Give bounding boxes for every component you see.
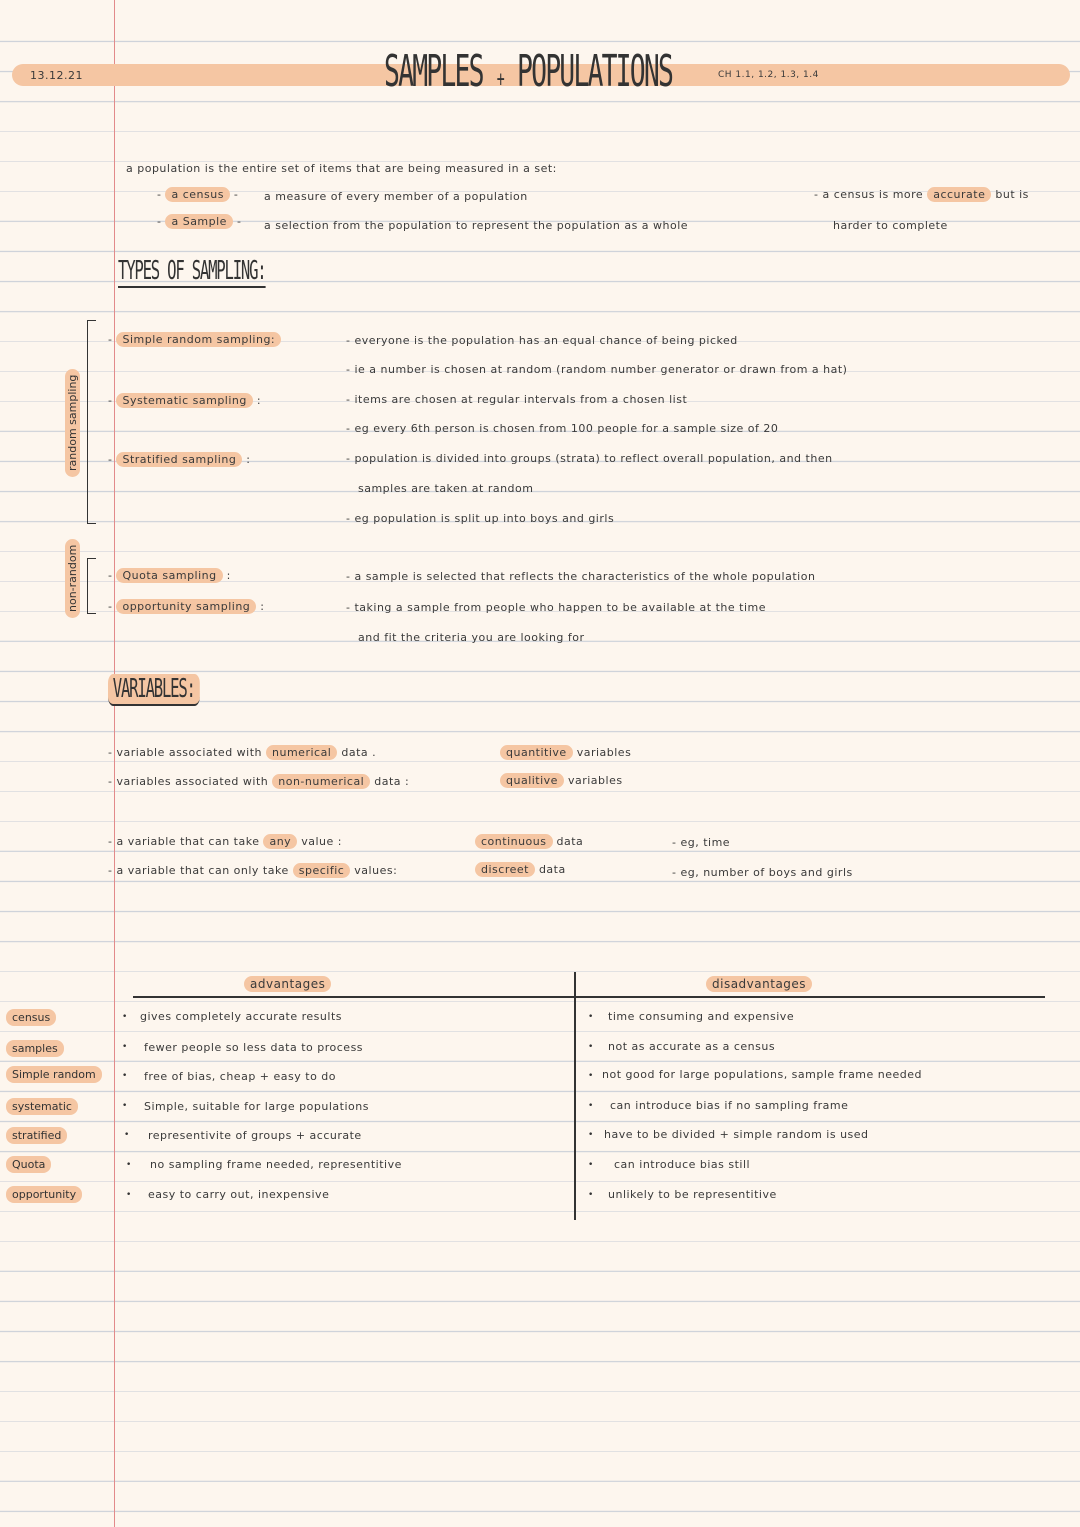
systematic-line-1: - items are chosen at regular intervals from a chosen list xyxy=(346,393,688,406)
systematic-label: - Systematic sampling : xyxy=(108,394,262,407)
census-note: - a census is more accurate but is xyxy=(814,188,1029,201)
bullet: • xyxy=(122,1071,128,1081)
advantage-census: gives completely accurate results xyxy=(140,1010,342,1023)
simple-random-label: - Simple random sampling: xyxy=(108,333,281,346)
bullet: • xyxy=(588,1130,594,1140)
quota-label: - Quota sampling : xyxy=(108,569,231,582)
disadvantage-samples: not as accurate as a census xyxy=(608,1040,776,1053)
disadvantage-simple-random: not good for large populations, sample frame needed xyxy=(602,1068,923,1081)
advantage-samples: fewer people so less data to process xyxy=(144,1041,364,1054)
bullet: • xyxy=(122,1042,128,1052)
opportunity-line-1: - taking a sample from people who happen to be available at the time xyxy=(346,601,766,614)
disadvantage-stratified: have to be divided + simple random is used xyxy=(604,1128,869,1141)
continuous-example: - eg, time xyxy=(672,836,731,849)
population-definition: a population is the entire set of items that are being measured in a set: xyxy=(126,162,557,175)
stratified-line-2: samples are taken at random xyxy=(358,482,534,495)
term-systematic: systematic xyxy=(6,1098,78,1115)
chapter-ref: CH 1.1, 1.2, 1.3, 1.4 xyxy=(718,70,819,80)
qualitive-type: qualitive variables xyxy=(500,774,623,787)
margin-line xyxy=(114,0,115,1527)
nonrandom-bracket xyxy=(87,558,96,614)
continuous-type: continuous data xyxy=(475,835,583,848)
stratified-line-3: - eg population is split up into boys and girls xyxy=(346,512,615,525)
quantitive-row: - variable associated with numerical data . xyxy=(108,746,377,759)
types-heading: TYPES OF SAMPLING: xyxy=(118,256,266,286)
opportunity-line-2: and fit the criteria you are looking for xyxy=(358,631,585,644)
term-quota: Quota xyxy=(6,1156,51,1173)
stratified-line-1: - population is divided into groups (strata) to reflect overall population, and then xyxy=(346,452,833,465)
stratified-label: - Stratified sampling : xyxy=(108,453,251,466)
term-opportunity: opportunity xyxy=(6,1186,82,1203)
side-label-random: random sampling xyxy=(66,367,80,477)
table-header-rule xyxy=(133,996,1045,998)
page-title: SAMPLES + POPULATIONS xyxy=(384,46,673,97)
opportunity-label: - opportunity sampling : xyxy=(108,600,265,613)
discreet-type: discreet data xyxy=(475,863,566,876)
disadvantage-opportunity: unlikely to be representitive xyxy=(608,1188,777,1201)
bullet: • xyxy=(122,1101,128,1111)
table-divider xyxy=(574,972,576,1220)
bullet: • xyxy=(126,1190,132,1200)
sample-label: - a Sample - xyxy=(157,215,242,228)
quantitive-type: quantitive variables xyxy=(500,746,631,759)
census-note-line2: harder to complete xyxy=(833,219,948,232)
discreet-row: - a variable that can only take specific values: xyxy=(108,864,398,877)
discreet-example: - eg, number of boys and girls xyxy=(672,866,853,879)
simple-random-line-2: - ie a number is chosen at random (random number generator or drawn from a hat) xyxy=(346,363,848,376)
bullet: • xyxy=(588,1190,594,1200)
term-simple-random: Simple random xyxy=(6,1066,102,1083)
bullet: • xyxy=(588,1101,594,1111)
advantage-simple-random: free of bias, cheap + easy to do xyxy=(144,1070,337,1083)
bullet: • xyxy=(588,1012,594,1022)
random-bracket xyxy=(87,320,96,524)
continuous-row: - a variable that can take any value : xyxy=(108,835,342,848)
advantage-quota: no sampling frame needed, representitive xyxy=(150,1158,402,1171)
side-label-nonrandom: non-random xyxy=(66,548,80,618)
bullet: • xyxy=(126,1160,132,1170)
term-samples: samples xyxy=(6,1040,64,1057)
bullet: • xyxy=(588,1042,594,1052)
bullet: • xyxy=(124,1130,130,1140)
bullet: • xyxy=(122,1012,128,1022)
date: 13.12.21 xyxy=(30,69,83,82)
advantage-opportunity: easy to carry out, inexpensive xyxy=(148,1188,330,1201)
systematic-line-2: - eg every 6th person is chosen from 100 people for a sample size of 20 xyxy=(346,422,779,435)
sample-definition: a selection from the population to represent the population as a whole xyxy=(264,219,689,232)
advantage-stratified: representivite of groups + accurate xyxy=(148,1129,362,1142)
bullet: • xyxy=(588,1071,594,1081)
advantages-heading: advantages xyxy=(244,977,331,991)
census-definition: a measure of every member of a population xyxy=(264,190,528,203)
disadvantage-quota: can introduce bias still xyxy=(614,1158,751,1171)
qualitive-row: - variables associated with non-numerical data : xyxy=(108,775,410,788)
disadvantage-systematic: can introduce bias if no sampling frame xyxy=(610,1099,849,1112)
disadvantage-census: time consuming and expensive xyxy=(608,1010,795,1023)
term-stratified: stratified xyxy=(6,1127,67,1144)
quota-line-1: - a sample is selected that reflects the characteristics of the whole population xyxy=(346,570,816,583)
advantage-systematic: Simple, suitable for large populations xyxy=(144,1100,369,1113)
simple-random-line-1: - everyone is the population has an equal chance of being picked xyxy=(346,334,738,347)
variables-heading: VARIABLES: xyxy=(108,674,200,706)
term-census: census xyxy=(6,1009,56,1026)
disadvantages-heading: disadvantages xyxy=(706,977,812,991)
census-label: - a census - xyxy=(157,188,239,201)
bullet: • xyxy=(588,1160,594,1170)
